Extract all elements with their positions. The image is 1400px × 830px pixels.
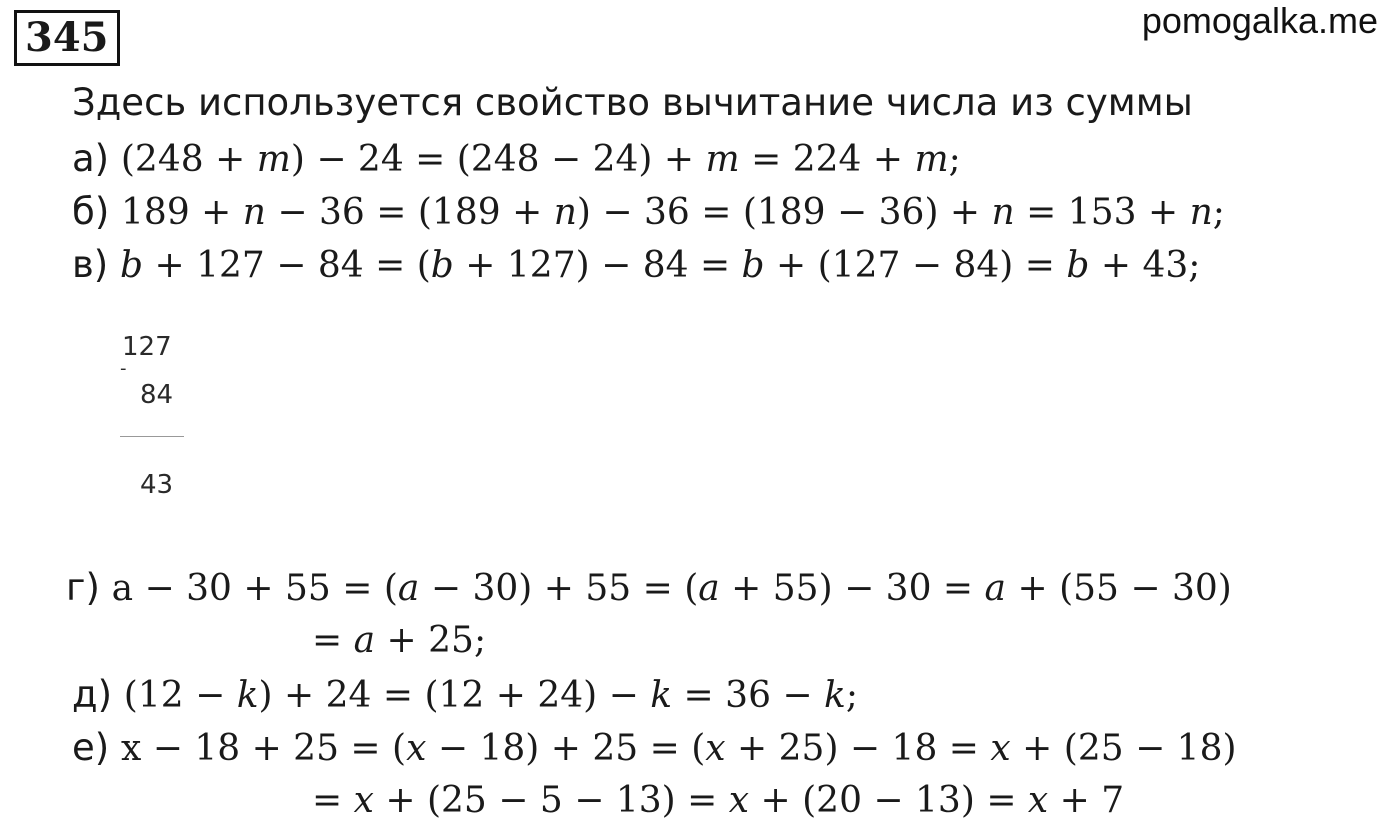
math-text: + 127 − 84 = ( [143,245,431,286]
item-label: д) [72,673,124,716]
math-text: + 43; [1089,245,1201,286]
math-variable: m [914,139,949,180]
math-variable: x [353,780,374,821]
column-subtrahend: 84 [140,380,174,410]
math-text: (248 + [120,139,257,180]
math-variable: n [991,192,1015,233]
site-watermark: pomogalka.me [1141,0,1378,41]
item-label: б) [72,190,122,233]
math-variable: b [741,245,765,286]
math-variable: m [705,139,740,180]
item-e-continuation [312,778,1124,824]
math-variable: x [705,728,726,769]
intro-text: Здесь используется свойство вычитание числа из суммы [72,81,1193,124]
math-text: ) − 36 = (189 − 36) + [576,192,992,233]
math-variable: m [256,139,291,180]
math-text: ) + 24 = (12 + 24) − [258,675,651,716]
math-text: + (55 − 30) [1006,568,1232,609]
math-text: = [312,620,354,661]
math-text: + 127) − 84 = [453,245,742,286]
math-variable: x [1027,780,1049,821]
math-text: х − 18 + 25 = ( [120,728,407,769]
math-variable: a [984,568,1007,609]
item-label: а) [72,137,121,180]
item-label: е) [72,726,121,769]
math-text: а − 30 + 55 = ( [111,568,398,609]
math-text: ; [1212,192,1225,233]
item-b [72,189,1225,236]
item-a [72,136,961,183]
item-v [72,242,1200,289]
math-variable: a [397,568,420,609]
math-text: + 55) − 30 = [719,568,985,609]
math-variable: b [430,245,454,286]
math-text: = 153 + [1014,192,1190,233]
math-text: + 7 [1048,780,1125,821]
math-text: ; [845,675,858,716]
math-text: + (25 − 5 − 13) = [373,780,729,821]
math-variable: b [1066,245,1090,286]
math-variable: x [728,780,750,821]
math-variable: k [236,675,259,716]
math-text: ) − 24 = (248 − 24) + [290,139,706,180]
math-text: − 30) + 55 = ( [419,568,699,609]
item-g [66,565,1232,612]
item-label: в) [72,243,121,286]
math-variable: x [406,728,427,769]
math-variable: a [698,568,720,609]
column-minuend: 127 [122,332,172,362]
math-variable: b [120,245,144,286]
math-text: − 18) + 25 = ( [426,728,706,769]
math-variable: n [553,192,577,233]
math-variable: a [353,620,376,661]
math-text: + (127 − 84) = [764,245,1067,286]
column-bar [120,436,184,437]
task-number-box: 345 [14,10,120,66]
item-d [72,672,858,719]
math-text: (12 − [123,675,237,716]
math-text: + 25) − 18 = [725,728,991,769]
math-variable: n [1189,192,1213,233]
item-label: г) [66,566,112,609]
column-operator: - [120,358,127,379]
math-variable: k [650,675,673,716]
math-text: ; [948,139,961,180]
item-g-continuation [312,618,486,664]
math-variable: n [242,192,266,233]
math-text: + (20 − 13) = [749,780,1028,821]
math-variable: x [990,728,1011,769]
math-text: = [312,780,354,821]
column-result: 43 [140,470,174,500]
item-e [72,725,1237,772]
math-text: + (25 − 18) [1010,728,1237,769]
math-text: + 25; [375,620,487,661]
math-text: = 36 − [672,675,825,716]
math-text: 189 + [121,192,243,233]
math-text: − 36 = (189 + [265,192,554,233]
math-text: = 224 + [739,139,915,180]
column-subtraction [118,332,190,512]
math-variable: k [824,675,846,716]
